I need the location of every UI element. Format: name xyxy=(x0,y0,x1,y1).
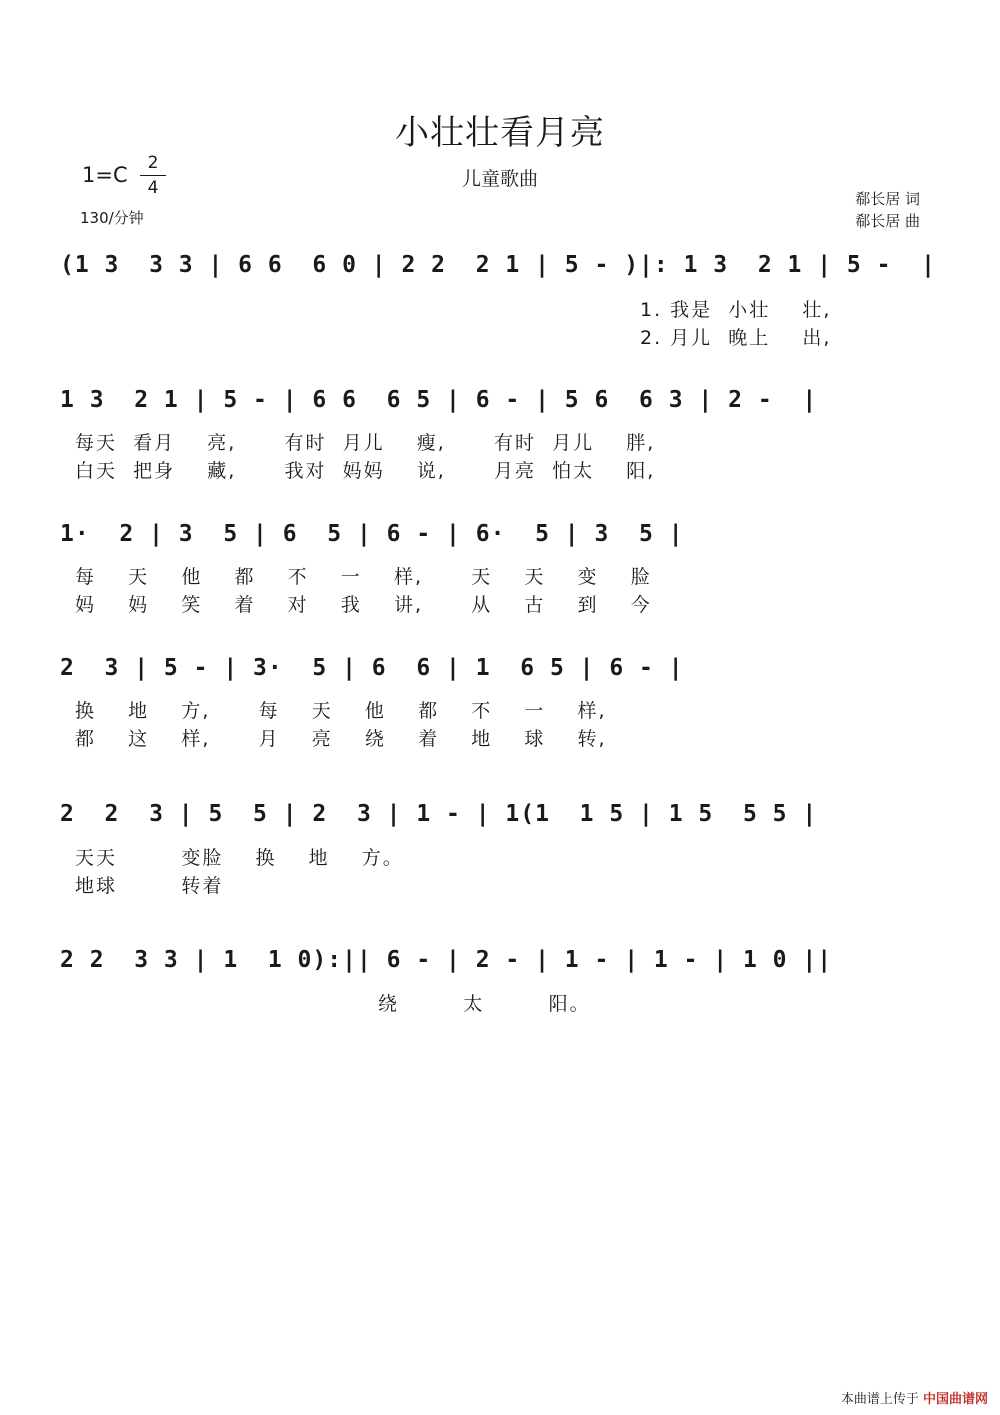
score-row-2 xyxy=(60,387,940,427)
site-logo: 中国曲谱网 xyxy=(922,1392,988,1407)
lyric-verse-1: 每 天 他 都 不 一 样, 天 天 变 脸 xyxy=(75,566,652,588)
composer-credit: 郗长居 曲 xyxy=(855,212,920,230)
footer-text: 本曲谱上传于 xyxy=(840,1392,919,1407)
lyric-verse-1: 1. 我是 小壮 壮, xyxy=(640,299,832,321)
score-row-3 xyxy=(60,521,940,561)
notation-line: 1 3 2 1 | 5 - | 6 6 6 5 | 6 - | 5 6 6 3 | 2 - | xyxy=(60,387,818,413)
score-row-6 xyxy=(60,947,940,987)
score-row-1 xyxy=(60,252,940,292)
song-title: 小壮壮看月亮 xyxy=(395,113,605,153)
song-subtitle: 儿童歌曲 xyxy=(461,168,538,190)
lyric-verse-2: 白天 把身 藏, 我对 妈妈 说, 月亮 怕太 阳, xyxy=(75,460,656,482)
lyric-verse-2: 妈 妈 笑 着 对 我 讲, 从 古 到 今 xyxy=(75,594,652,616)
lyric-verse-2: 地球 转着 xyxy=(75,875,224,897)
notation-line: 2 2 3 | 5 5 | 2 3 | 1 - | 1(1 1 5 | 1 5 5 5 | xyxy=(60,801,818,827)
footer-credit xyxy=(841,1388,988,1407)
lyric-verse-1: 绕 太 阳。 xyxy=(378,993,591,1015)
lyric-verse-2: 2. 月儿 晚上 出, xyxy=(640,327,832,349)
notation-line: (1 3 3 3 | 6 6 6 0 | 2 2 2 1 | 5 - )|: 1 3 2 1 | 5 - | xyxy=(60,252,936,278)
lyric-verse-2: 都 这 样, 月 亮 绕 着 地 球 转, xyxy=(75,728,607,750)
notation-line: 2 2 3 3 | 1 1 0):|| 6 - | 2 - | 1 - | 1 - | 1 0 || xyxy=(60,947,833,973)
notation-line: 2 3 | 5 - | 3· 5 | 6 6 | 1 6 5 | 6 - | xyxy=(60,655,684,681)
lyric-verse-1: 换 地 方, 每 天 他 都 不 一 样, xyxy=(75,700,607,722)
key-signature: 1=C xyxy=(82,163,128,187)
time-signature-bottom: 4 xyxy=(147,178,159,198)
notation-line: 1· 2 | 3 5 | 6 5 | 6 - | 6· 5 | 3 5 | xyxy=(60,521,684,547)
score-row-5 xyxy=(60,801,940,841)
tempo-marking: 130/分钟 xyxy=(80,209,144,227)
lyric-verse-1: 天天 变脸 换 地 方。 xyxy=(75,847,404,869)
lyric-verse-1: 每天 看月 亮, 有时 月儿 瘦, 有时 月儿 胖, xyxy=(75,432,656,454)
lyricist-credit: 郗长居 词 xyxy=(855,190,920,208)
score-row-4 xyxy=(60,655,940,695)
time-signature xyxy=(140,152,166,199)
time-signature-top: 2 xyxy=(147,153,159,173)
